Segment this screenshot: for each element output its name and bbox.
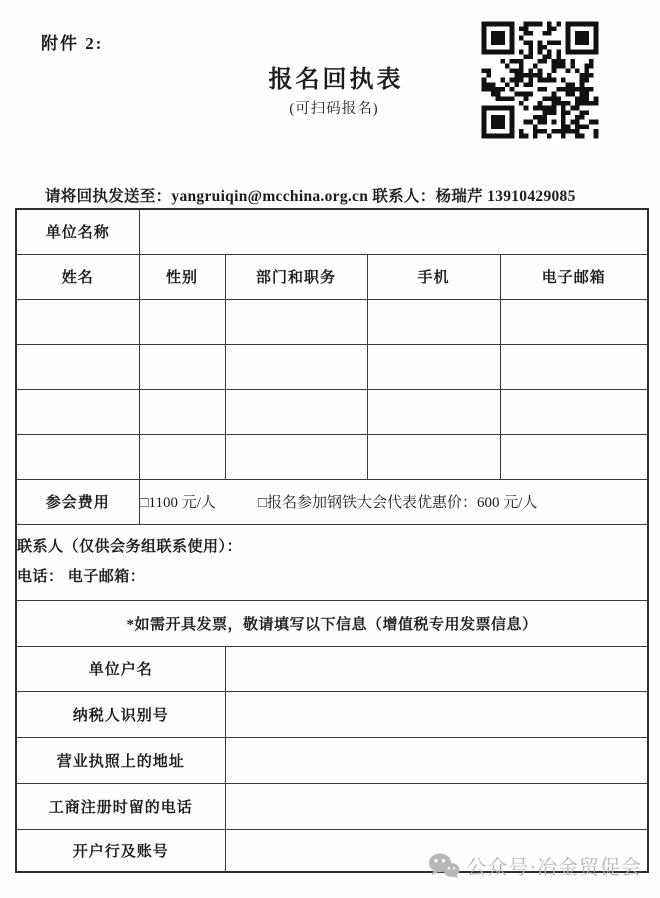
invoice-row <box>16 646 648 691</box>
fee-row <box>16 479 648 524</box>
contact-person-row <box>16 524 648 600</box>
watermark-text: 公众号·冶金贸促会 <box>466 857 642 879</box>
invoice-notice-row <box>16 600 648 646</box>
fee-label: 参会费用 <box>16 479 139 524</box>
attendee-cell <box>225 344 367 389</box>
attendee-cell <box>225 299 367 344</box>
attendee-row <box>16 434 648 479</box>
attendee-cell <box>139 299 225 344</box>
wechat-icon <box>428 852 460 880</box>
invoice-notice: *如需开具发票，敬请填写以下信息（增值税专用发票信息） <box>16 600 648 646</box>
attendee-cell <box>225 389 367 434</box>
unit-name-row <box>16 209 648 254</box>
attendee-cell <box>367 299 500 344</box>
fee-option-standard: □1100 元/人 <box>139 495 216 511</box>
attendee-cell <box>500 344 648 389</box>
invoice-value-cell <box>225 783 648 829</box>
attendee-cell <box>139 344 225 389</box>
invoice-row <box>16 691 648 737</box>
header-email: 电子邮箱 <box>500 254 648 299</box>
send-to-contact-line: 请将回执发送至：yangruiqin@mcchina.org.cn 联系人：杨瑞芹 13910429085 <box>45 188 576 205</box>
contact-phone-email-line: 电话： 电子邮箱： <box>17 569 146 585</box>
unit-name-label: 单位名称 <box>16 209 139 254</box>
invoice-row <box>16 737 648 783</box>
invoice-value-cell <box>225 737 648 783</box>
attendee-cell <box>500 434 648 479</box>
invoice-row <box>16 783 648 829</box>
invoice-value-cell <box>225 691 648 737</box>
fee-option-discount: □报名参加钢铁大会代表优惠价：600 元/人 <box>257 495 538 511</box>
invoice-account-name-label: 单位户名 <box>16 646 225 691</box>
invoice-license-address-label: 营业执照上的地址 <box>16 737 225 783</box>
header-department: 部门和职务 <box>225 254 367 299</box>
attendee-row <box>16 344 648 389</box>
attendee-cell <box>16 299 139 344</box>
invoice-taxpayer-id-label: 纳税人识别号 <box>16 691 225 737</box>
attendee-row <box>16 389 648 434</box>
watermark <box>428 851 642 880</box>
attendee-cell <box>16 389 139 434</box>
attendee-cell <box>225 434 367 479</box>
attendee-cell <box>139 389 225 434</box>
attachment-label: 附件 2: <box>41 34 104 53</box>
contact-person-cell <box>16 524 648 600</box>
attendee-header-row <box>16 254 648 299</box>
attendee-cell <box>500 299 648 344</box>
fee-options-cell <box>139 479 648 524</box>
invoice-registered-phone-label: 工商注册时留的电话 <box>16 783 225 829</box>
contact-person-line: 联系人（仅供会务组联系使用）： <box>17 539 243 555</box>
attendee-cell <box>367 344 500 389</box>
header-name: 姓名 <box>16 254 139 299</box>
attendee-cell <box>367 434 500 479</box>
page-title: 报名回执表 <box>268 67 404 93</box>
attendee-cell <box>16 344 139 389</box>
attendee-row <box>16 299 648 344</box>
attendee-cell <box>500 389 648 434</box>
page-subtitle: (可扫码报名) <box>289 101 379 117</box>
header-gender: 性别 <box>139 254 225 299</box>
attendee-cell <box>16 434 139 479</box>
invoice-value-cell <box>225 646 648 691</box>
qr-code <box>477 17 603 143</box>
attendee-cell <box>139 434 225 479</box>
invoice-bank-account-label: 开户行及账号 <box>16 829 225 872</box>
unit-name-field <box>139 209 648 254</box>
header-mobile: 手机 <box>367 254 500 299</box>
attendee-cell <box>367 389 500 434</box>
registration-form-table <box>15 208 649 873</box>
